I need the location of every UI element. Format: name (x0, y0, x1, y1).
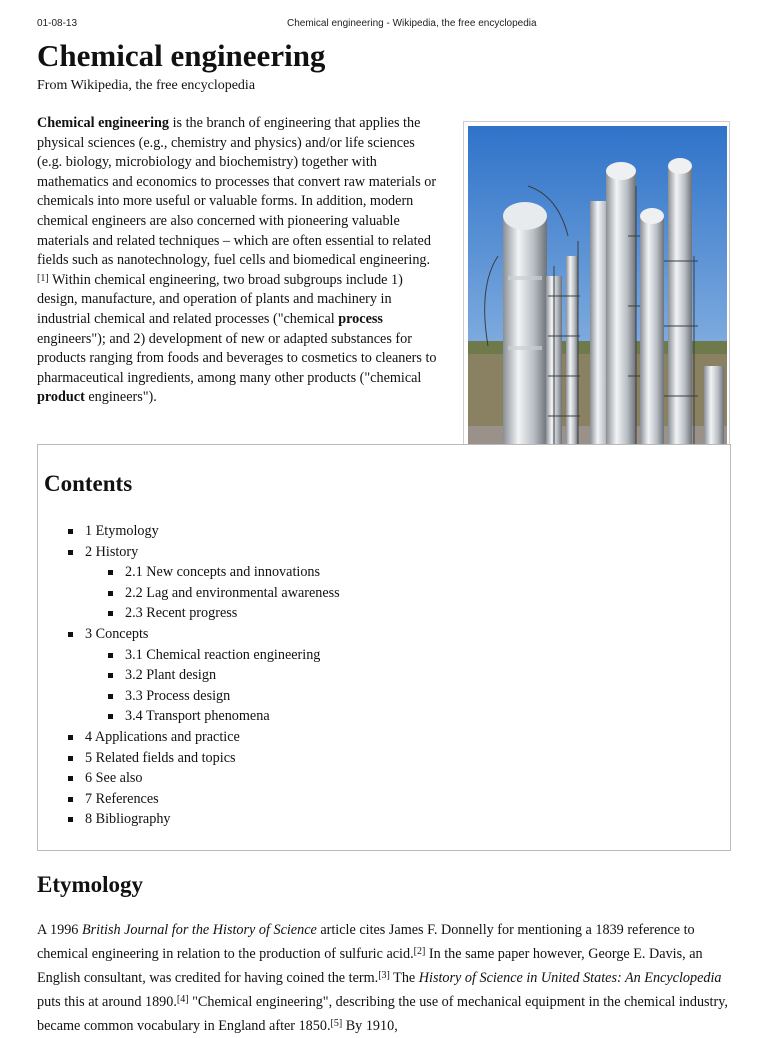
lead-paragraph (37, 114, 437, 408)
lead-bold-product: product (37, 389, 85, 406)
etymology-journal-title: British Journal for the History of Science (81, 922, 317, 938)
etymology-text-6: "Chemical engineering", describing the use of mechanical equipment in the chemical industry, became common vocabulary in England after 1850. (37, 994, 728, 1034)
print-title: Chemical engineering - Wikipedia, the free encyclopedia (287, 18, 537, 29)
etymology-text-3: In the same paper however, George E. Davis, an English consultant, was credited for having coined the term. (37, 946, 703, 986)
table-of-contents (37, 444, 731, 851)
toc-item-history[interactable]: 2 History (68, 542, 340, 563)
toc-list (68, 521, 340, 830)
toc-item-process-design[interactable]: 3.3 Process design (108, 686, 340, 707)
toc-item-new-concepts[interactable]: 2.1 New concepts and innovations (108, 562, 340, 583)
toc-item-transport-phenomena[interactable]: 3.4 Transport phenomena (108, 706, 340, 727)
etymology-text-1: A 1996 (37, 922, 82, 938)
etymology-encyclopedia-title: History of Science in United States: An Encyclopedia (418, 970, 722, 986)
lead-text-2: Within chemical engineering, two broad subgroups include 1) design, manufacture, and operation of plants and machinery in industrial chemical and related processes ("chemical (37, 271, 403, 327)
toc-item-reaction-engineering[interactable]: 3.1 Chemical reaction engineering (108, 645, 340, 666)
ref-1-link[interactable]: [1] (37, 272, 49, 284)
toc-heading: Contents (44, 471, 133, 496)
ref-5-link[interactable]: [5] (330, 1018, 343, 1029)
ref-2-link[interactable]: [2] (413, 946, 426, 957)
etymology-text-5: puts this at around 1890. (37, 994, 177, 1010)
ref-3-link[interactable]: [3] (378, 970, 390, 981)
etymology-text-4: The (389, 970, 419, 986)
print-date: 01-08-13 (37, 18, 78, 29)
lead-bold-process: process (338, 310, 383, 327)
page-title: Chemical engineering (37, 38, 326, 73)
lead-bold-term: Chemical engineering (37, 115, 170, 131)
lead-text-3: engineers"); and 2) development of new or adapted substances for products ranging from foods and beverages to cosmetics to cleaners to pharmaceutical ingredients, among many other products ("chemical (37, 330, 437, 386)
etymology-paragraph (37, 918, 731, 1038)
toc-item-references[interactable]: 7 References (68, 789, 340, 810)
lead-text-1: is the branch of engineering that applies the physical sciences (e.g., chemistry and physics) and/or life sciences (e.g. biology, microbiology and biochemistry) together with mathematics and economics to processes that convert raw materials or chemicals into more useful or valuable forms. In addition, modern chemical engineers are also concerned with pioneering valuable materials and related techniques – which are often essential to related fields such as nanotechnology, fuel cells and biomedical engineering. (37, 115, 437, 269)
section-heading-etymology: Etymology (37, 872, 144, 897)
distillation-columns-photo[interactable] (468, 126, 727, 465)
page-tagline: From Wikipedia, the free encyclopedia (37, 78, 256, 93)
etymology-text-7: By 1910, (342, 1018, 398, 1034)
toc-item-recent-progress[interactable]: 2.3 Recent progress (108, 603, 340, 624)
toc-item-lag-environmental[interactable]: 2.2 Lag and environmental awareness (108, 583, 340, 604)
lead-text-4: engineers"). (84, 389, 157, 406)
toc-item-plant-design[interactable]: 3.2 Plant design (108, 665, 340, 686)
toc-item-applications[interactable]: 4 Applications and practice (68, 727, 340, 748)
toc-item-bibliography[interactable]: 8 Bibliography (68, 809, 340, 830)
toc-item-concepts[interactable]: 3 Concepts (68, 624, 340, 645)
toc-item-related-fields[interactable]: 5 Related fields and topics (68, 748, 340, 769)
toc-item-etymology[interactable]: 1 Etymology (68, 521, 340, 542)
toc-item-see-also[interactable]: 6 See also (68, 768, 340, 789)
etymology-text-2: article cites James F. Donnelly for mentioning a 1839 reference to chemical engineering in relation to the production of sulfuric acid. (37, 922, 695, 962)
ref-4-link[interactable]: [4] (176, 994, 189, 1005)
